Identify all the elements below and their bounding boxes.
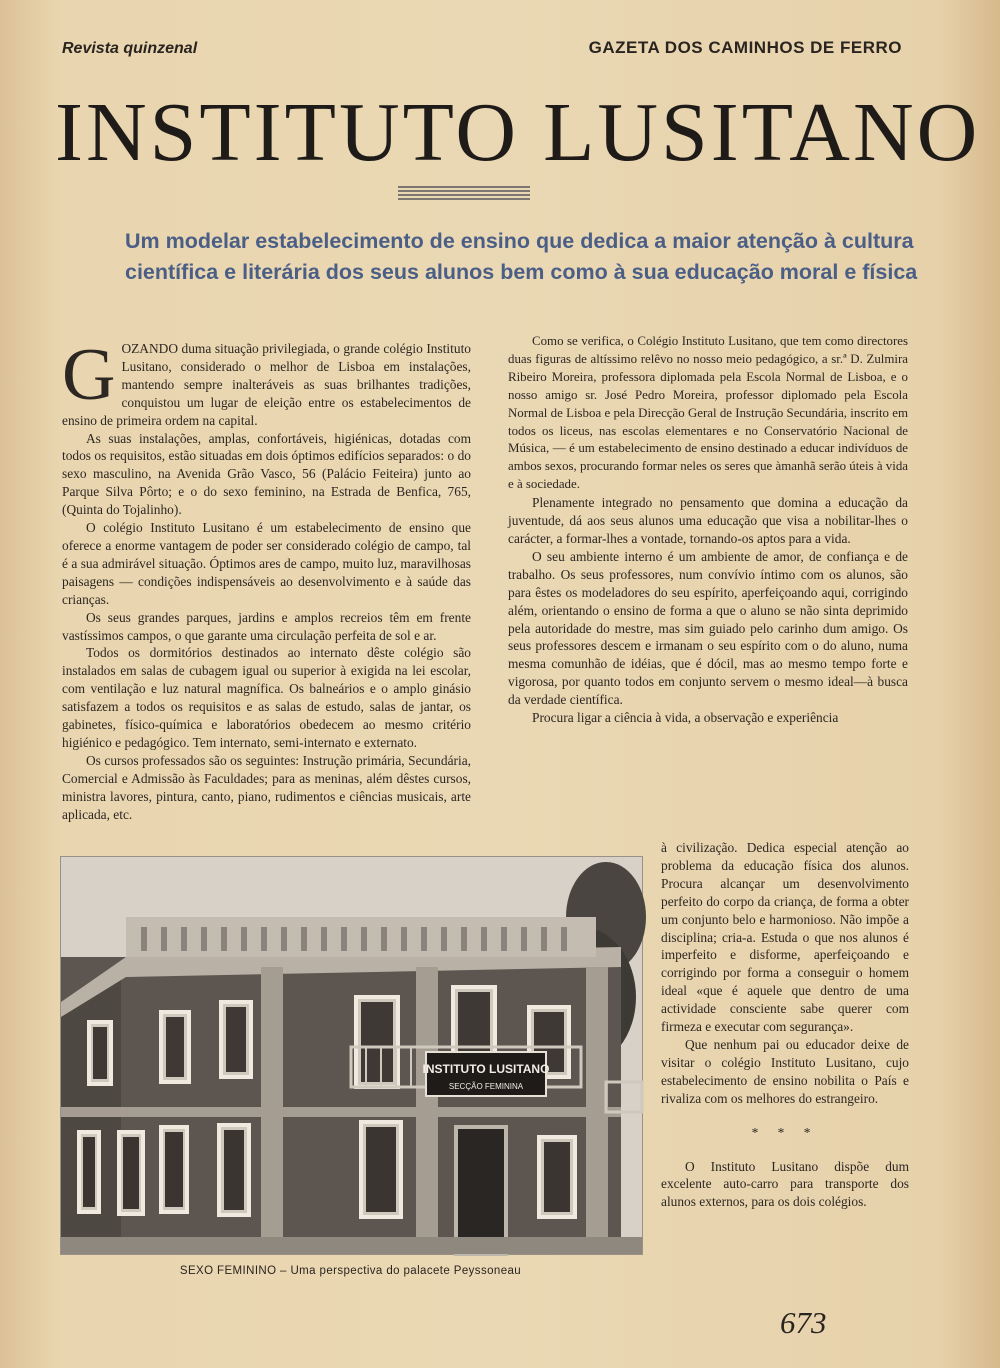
photo-caption: SEXO FEMININO – Uma perspectiva do palacete Peyssoneau bbox=[179, 1265, 522, 1277]
paragraph-3: O colégio Instituto Lusitano é um estabelecimento de ensino que oferece a enorme vantagem de poder ser considerado colégio de campo, tal é a sua admirável situação. Óptimos ares de campo, muito luz, maravilhosas paisagens — condições indispensáveis ao desenvolvimento e à saúde das crianças. bbox=[62, 520, 471, 607]
paragraph-6: Os cursos professados são os seguintes: Instrução primária, Secundária, Comercial e Admissão às Faculdades; para as meninas, além dêstes cursos, ministra lavores, pintura, canto, piano, rudimentos e ciências musicais, arte aplicada, etc. bbox=[62, 752, 471, 822]
paragraph-5: Todos os dormitórios destinados ao internato dêste colégio são instalados em salas de cubagem igual ou superior à exigida na lei escolar, com ventilação e luz natural magnífica. Os balneários e o amplo ginásio satisfazem a todos os requisitos e as salas de estudo, salas de jantar, os gabinetes, físico-química e laboratórios obedecem ao mesmo critério higiénico e pedagógico. Tem internato, semi-internato e externato. bbox=[62, 645, 471, 750]
title-divider bbox=[398, 186, 530, 202]
paragraph-7: Como se verifica, o Colégio Instituto Lusitano, que tem como directores duas figuras de altíssimo relêvo no nosso meio pedagógico, a sr.ª D. Zulmira Ribeiro Moreira, professora diplomada pela Escola Normal de Lisboa, e o nosso amigo sr. José Pedro Moreira, professor diplomado pela Escola Normal de Lisboa e pela Direcção Geral de Instrução Secundária, inscrito em todos os liceus, nas escolas elementares e no Conservatório Nacional de Música, — é um estabelecimento de ensino destinado a educar indivíduos de ambos sexos, procurando formar neles os seres que àmanhã serão úteis à vida e à sociedade. bbox=[508, 334, 908, 492]
publication-frequency: Revista quinzenal bbox=[62, 40, 198, 57]
publication-name: GAZETA DOS CAMINHOS DE FERRO bbox=[588, 38, 902, 57]
section-separator: * * * bbox=[751, 1124, 819, 1140]
paragraph-4: Os seus grandes parques, jardins e amplos recreios têm em frente vastíssimos campos, o que garante uma circulação perfeita de sol e ar. bbox=[62, 609, 471, 643]
paragraph-11: Que nenhum pai ou educador deixe de visitar o colégio Instituto Lusitano, cujo estabelecimento de ensino nobilita o País e rivaliza com os melhores do estrangeiro. bbox=[661, 1036, 909, 1106]
article-column-2 bbox=[508, 333, 908, 727]
subtitle-line-1: Um modelar estabelecimento de ensino que dedica a maior atenção à cultura bbox=[125, 229, 914, 253]
paragraph-10-end: à civilização. Dedica especial atenção ao problema da educação física dos alunos. Procura alcançar um desenvolvimento perfeito do corpo da criança, de forma a obter um conjunto belo e harmonioso. Não impõe a disciplina; cria-a. Estuda o que nos alunos é imperfeito e disforme, aperfeiçoando e corrigindo por forma a conseguir o homem ideal «que é aquele que dentro de uma actividade consciente sabe querer com firmeza e executar com segurança». bbox=[661, 840, 909, 1035]
article-title: INSTITUTO LUSITANO bbox=[55, 86, 981, 179]
paragraph-12: O Instituto Lusitano dispõe dum excelente auto-carro para transporte dos alunos externos, para os dois colégios. bbox=[661, 1158, 909, 1210]
article-column-3 bbox=[661, 839, 909, 1211]
paragraph-9: O seu ambiente interno é um ambiente de amor, de confiança e de trabalho. Os seus professores, num convívio íntimo com os alunos, são para êstes os modeladores do seu espírito, aperfeiçoando aqui, corrigindo além, orientando o ensino de forma a que o aluno se não sinta deprimido pela autoridade do mestre, mas sim guiado pelo carinho dum amigo. Os seus professores descem e irmanam o seu espírito com o do aluno, numa mesma comunhão de idéias, que é dócil, mas ao mesmo tempo forte e vigorosa, por quanto todos em conjunto servem o mesmo ideal—à busca da verdade científica. bbox=[508, 548, 908, 708]
sign-main-text: INSTITUTO LUSITANO bbox=[422, 1062, 550, 1076]
article-column-1 bbox=[62, 334, 471, 822]
paragraph-10-start: Procura ligar a ciência à vida, a observação e experiência bbox=[532, 710, 839, 726]
paragraph-1: GOZANDO duma situação privilegiada, o grande colégio Instituto Lusitano, considerado o melhor de Lisboa em instalações, mantendo sempre inalteráveis as suas brilhantes tradições, conquistou um lugar de eleição entre os estabelecimentos de ensino de primeira ordem na capital. bbox=[62, 334, 471, 428]
page-number: 673 bbox=[780, 1305, 827, 1340]
building-photo bbox=[60, 856, 643, 1255]
paragraph-8: Plenamente integrado no pensamento que domina a educação da juventude, dá aos seus alunos uma educação que visa a nobilitar-lhes o carácter, a formar-lhes a vontade, tornando-os aptos para a vida. bbox=[508, 495, 908, 546]
palacete-illustration bbox=[61, 857, 642, 1254]
paragraph-2: As suas instalações, amplas, confortáveis, higiénicas, dotadas com todos os requisitos, estão situadas em dois óptimos edifícios separados: o do sexo masculino, na Avenida Grão Vasco, 56 (Palácio Feiteira) junto ao Parque Silva Pôrto; e o do sexo feminino, na Estrada de Benfica, 765, (Quinta do Tojalinho). bbox=[62, 430, 471, 518]
article-subtitle bbox=[125, 226, 918, 288]
drop-cap: G bbox=[62, 334, 116, 416]
subtitle-line-2: científica e literária dos seus alunos bem como à sua educação moral e física bbox=[125, 260, 918, 284]
sign-sub-text: SECÇÃO FEMININA bbox=[448, 1082, 524, 1091]
